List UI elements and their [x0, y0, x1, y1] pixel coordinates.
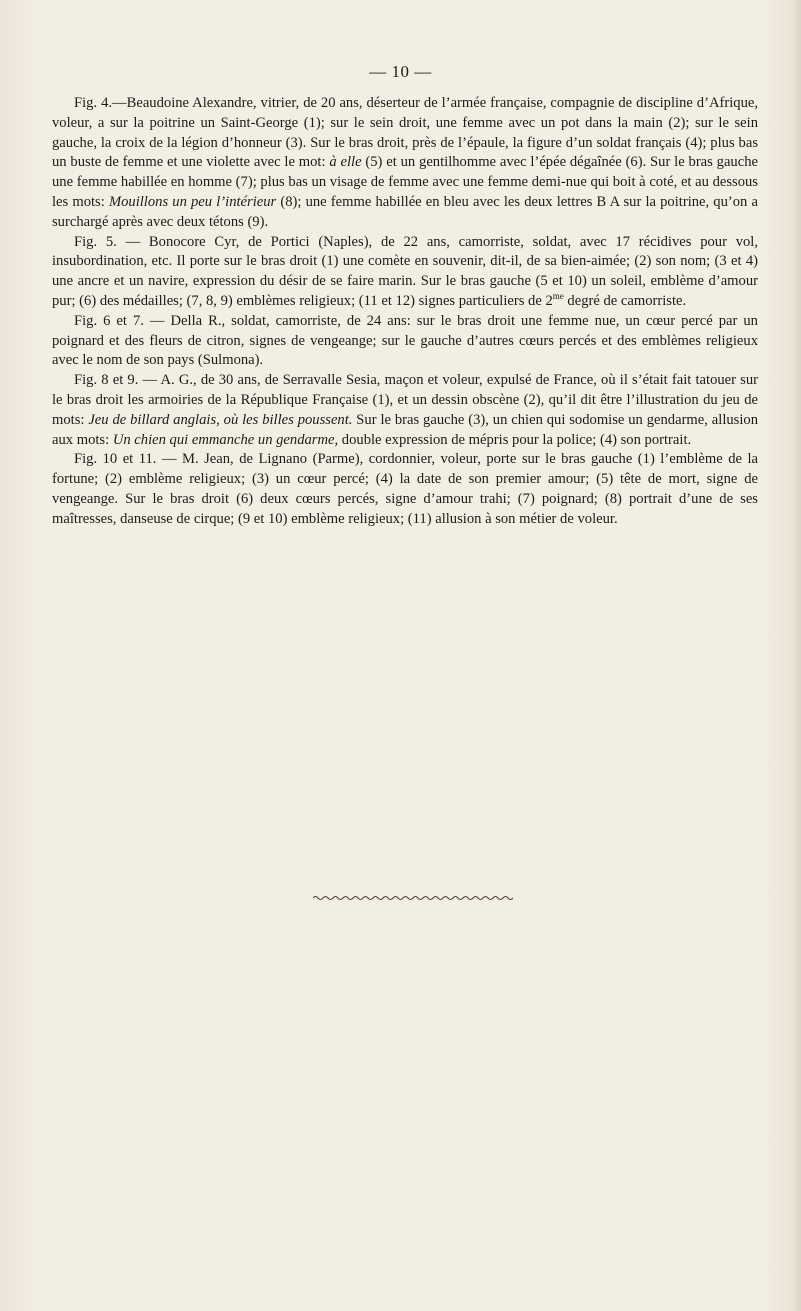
page-edge-shadow: [791, 0, 801, 1311]
figure-ref: Fig. 10 et 11.: [74, 451, 157, 468]
paragraph-fig-10-11: [52, 450, 758, 529]
page-number: — 10 —: [369, 62, 432, 81]
text-run: (5) et un gentilhomme avec l’épée dégaînée (6). Sur le bras gauche une femme habillée en homme (7); plus bas un visage de femme avec une femme demi-nue qui boit à coté, et au dessous les mots:: [52, 154, 758, 210]
text-run: — M. Jean, de Lignano (Parme), cordonnier, voleur, porte sur le bras gauche (1) l’emblème de la fortune; (2) emblème religieux; (3) un cœur percé; (4) la date de son premier amour; (5) tête de mort, signe de vengeange. Sur le bras droit (6) deux cœurs percés, signe d’amour trahi; (7) poignard; (8) portrait d’une de ses maîtresses, danseuse de cirque; (9 et 10) emblème religieux; (11) allusion à son métier de voleur.: [52, 451, 758, 527]
figure-ref: Fig. 4.: [74, 95, 113, 111]
text-run: double expression de mépris pour la police; (4) son portrait.: [338, 431, 692, 448]
paragraph-fig-5: [52, 233, 758, 312]
figure-ref: Fig. 5.: [74, 233, 117, 250]
text-run: (8); une femme habillée en bleu avec les deux lettres B A sur la poitrine, qu’on a surchargé après avec deux tétons (9).: [52, 193, 758, 230]
wavy-divider: [313, 894, 513, 902]
paragraph-fig-6-7: [52, 312, 758, 371]
text-run: —Beaudoine Alexandre, vitrier, de 20 ans, déserteur de l’armée française, compagnie de discipline d’Afrique, voleur, a sur la poitrine un Saint-George (1); sur le sein droit, une femme avec un pot dans la main (2); sur le sein gauche, la croix de la légion d’honneur (3). Sur le bras droit, près de l’épaule, la figure d’un soldat français (4); plus bas un buste de femme et une violette avec le mot:: [52, 95, 758, 171]
text-run: Sur le bras gauche (3), un chien qui sodomise un gendarme, allusion aux mots:: [52, 411, 759, 448]
text-run: — A. G., de 30 ans, de Serravalle Sesia, maçon et voleur, expulsé de France, où il s’était fait tatouer sur le bras droit les armoiries de la République Française (1), et un dessin obscène (2), qu’il dit être l’illustration du jeu de mots:: [52, 372, 758, 428]
text-run: degré de camorriste.: [563, 292, 687, 309]
figure-ref: Fig. 6 et 7.: [74, 312, 144, 329]
paragraph-fig-4: [52, 94, 758, 233]
figure-ref: Fig. 8 et 9.: [74, 372, 139, 389]
italic-quote: Mouillons un peu l’intérieur: [108, 193, 277, 210]
superscript: me: [552, 291, 564, 302]
text-run: — Bonocore Cyr, de Portici (Naples), de 22 ans, camorriste, soldat, avec 17 récidives pour vol, insubordination, etc. Il porte sur le bras droit (1) une comète en souvenir, dit-il, de sa bien-aimée; (2) son nom; (3 et 4) une ancre et un navire, expression du désir de se faire marin. Sur le bras gauche (5 et 10) un soleil, emblème d’amour pur; (6) des médailles; (7, 8, 9) emblèmes religieux; (11 et 12) signes particuliers de 2: [52, 233, 758, 309]
italic-quote: à elle: [329, 154, 362, 171]
body-text: [52, 94, 758, 530]
italic-quote: Un chien qui emmanche un gendarme,: [112, 431, 339, 448]
italic-quote: Jeu de billard anglais, où les billes poussent.: [88, 411, 353, 428]
text-run: — Della R., soldat, camorriste, de 24 ans: sur le bras droit une femme nue, un cœur percé par un poignard et des fleurs de citron, signes de vengeange; sur le gauche d’autres cœurs percés et des emblèmes religieux avec le nom de son pays (Sulmona).: [52, 312, 758, 369]
paragraph-fig-8-9: [52, 371, 758, 450]
